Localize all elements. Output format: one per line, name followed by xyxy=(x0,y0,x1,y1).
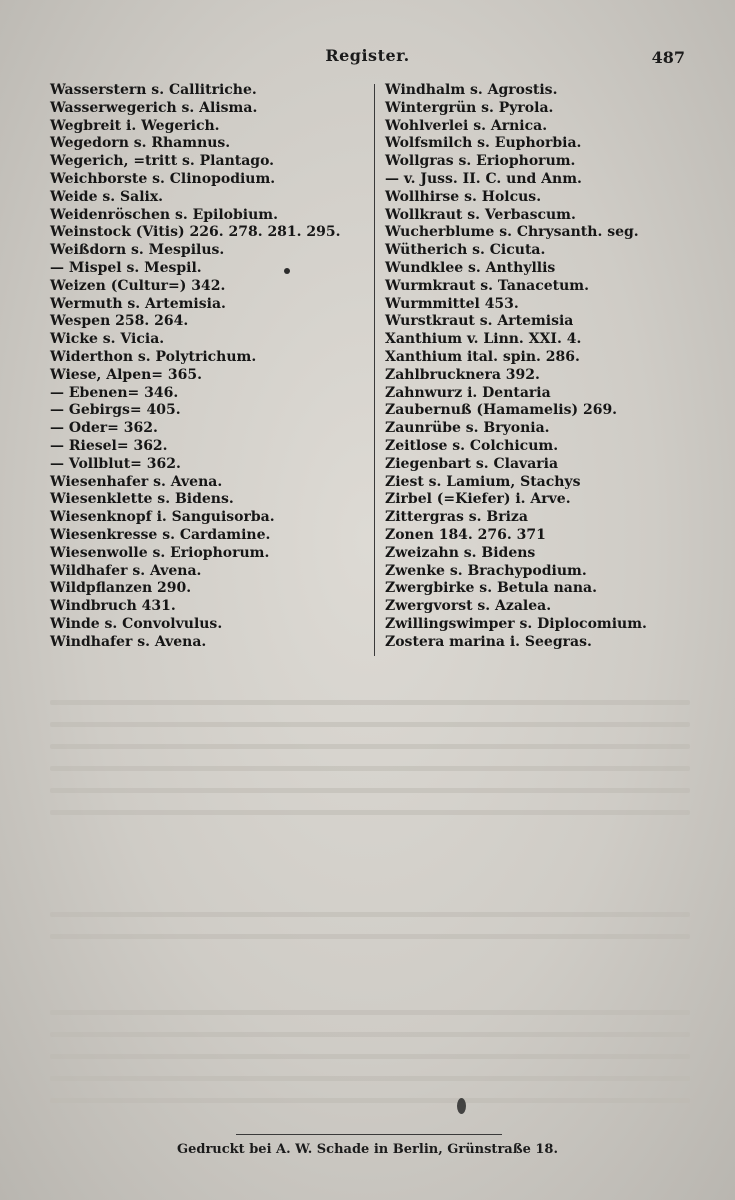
page-number: 487 xyxy=(651,48,685,67)
index-entry: Zwergbirke s. Betula nana. xyxy=(385,580,597,597)
printer-imprint: Gedruckt bei A. W. Schade in Berlin, Grünstraße 18. xyxy=(176,1142,559,1157)
index-entry: Wollkraut s. Verbascum. xyxy=(385,206,576,223)
bleed-through-line xyxy=(50,1054,690,1059)
index-entry: Wildpflanzen 290. xyxy=(50,580,192,597)
ink-spot xyxy=(457,1098,466,1114)
index-entry: Wohlverlei s. Arnica. xyxy=(385,117,548,134)
bleed-through-line xyxy=(50,1032,690,1037)
bleed-through-line xyxy=(50,1076,690,1081)
index-entry: Wolfsmilch s. Euphorbia. xyxy=(385,135,582,152)
index-entry: — v. Juss. II. C. und Anm. xyxy=(385,170,582,187)
index-entry: Widerthon s. Polytrichum. xyxy=(50,348,257,365)
index-entry: Wundklee s. Anthyllis xyxy=(385,259,556,276)
index-entry: — Oder= 362. xyxy=(50,420,158,437)
bleed-through-line xyxy=(50,744,690,749)
index-entry: — Riesel= 362. xyxy=(50,437,168,454)
index-entry: Zostera marina i. Seegras. xyxy=(385,633,592,650)
index-entry: Wespen 258. 264. xyxy=(50,313,189,330)
index-entry: Weidenröschen s. Epilobium. xyxy=(50,206,278,223)
bleed-through-line xyxy=(50,700,690,705)
index-entry: Zweizahn s. Bidens xyxy=(385,544,536,561)
index-entry: Zittergras s. Briza xyxy=(385,509,528,526)
index-entry: Wiese, Alpen= 365. xyxy=(50,366,202,383)
index-entry: Windbruch 431. xyxy=(50,598,176,615)
index-entry: Weide s. Salix. xyxy=(50,188,164,205)
bleed-through-line xyxy=(50,934,690,939)
index-entry: Wiesenwolle s. Eriophorum. xyxy=(50,544,270,561)
index-entry: — Gebirgs= 405. xyxy=(50,402,181,419)
index-entry: Wollgras s. Eriophorum. xyxy=(385,153,576,170)
index-entry: Zwillingswimper s. Diplocomium. xyxy=(385,615,647,632)
column-divider xyxy=(374,84,375,656)
index-entry: Wildhafer s. Avena. xyxy=(50,562,202,579)
index-entry: Weinstock (Vitis) 226. 278. 281. 295. xyxy=(50,224,341,241)
index-entry: Wütherich s. Cicuta. xyxy=(385,242,546,259)
index-column-left xyxy=(50,82,370,652)
index-entry: Zahlbrucknera 392. xyxy=(385,366,540,383)
footer-rule xyxy=(236,1134,502,1135)
bleed-through-line xyxy=(50,1098,690,1103)
index-entry: Zeitlose s. Colchicum. xyxy=(385,437,559,454)
bleed-through-line xyxy=(50,810,690,815)
bleed-through-line xyxy=(50,766,690,771)
index-entry: Wegbreit i. Wegerich. xyxy=(50,117,220,134)
index-entry: Xanthium ital. spin. 286. xyxy=(385,348,580,365)
bleed-through-line xyxy=(50,788,690,793)
index-entry: Wollhirse s. Holcus. xyxy=(385,188,542,205)
index-entry: Wiesenklette s. Bidens. xyxy=(50,491,234,508)
index-entry: Wiesenknopf i. Sanguisorba. xyxy=(50,509,275,526)
bleed-through-line xyxy=(50,1010,690,1015)
index-entry: Wurmmittel 453. xyxy=(385,295,519,312)
index-entry: — Mispel s. Mespil. xyxy=(50,259,202,276)
index-entry: Wucherblume s. Chrysanth. seg. xyxy=(385,224,639,241)
index-entry: Xanthium v. Linn. XXI. 4. xyxy=(385,331,582,348)
index-entry: Weichborste s. Clinopodium. xyxy=(50,170,276,187)
index-entry: Wurmkraut s. Tanacetum. xyxy=(385,277,589,294)
index-entry: Windhalm s. Agrostis. xyxy=(385,82,558,98)
index-entry: Zahnwurz i. Dentaria xyxy=(385,384,551,401)
bleed-through-line xyxy=(50,722,690,727)
index-entry: Zirbel (=Kiefer) i. Arve. xyxy=(385,491,571,508)
index-entry: Zaubernuß (Hamamelis) 269. xyxy=(385,402,618,419)
index-entry: — Vollblut= 362. xyxy=(50,455,181,472)
index-entry: Wurstkraut s. Artemisia xyxy=(385,313,574,330)
index-entry: Wasserstern s. Callitriche. xyxy=(50,82,257,98)
index-entry: Wasserwegerich s. Alisma. xyxy=(50,99,258,116)
index-entry: Wiesenhafer s. Avena. xyxy=(50,473,223,490)
index-column-right xyxy=(385,82,705,652)
index-entry: Winde s. Convolvulus. xyxy=(50,615,223,632)
page-title: Register. xyxy=(325,46,410,65)
index-entry: Wegerich, =tritt s. Plantago. xyxy=(50,153,275,170)
index-entry: Wintergrün s. Pyrola. xyxy=(385,99,554,116)
index-entry: Wermuth s. Artemisia. xyxy=(50,295,226,312)
index-entry: Zaunrübe s. Bryonia. xyxy=(385,420,550,437)
index-entry: Zwergvorst s. Azalea. xyxy=(385,598,552,615)
index-entry: Weizen (Cultur=) 342. xyxy=(50,277,226,294)
ink-spot xyxy=(284,268,290,274)
bleed-through-line xyxy=(50,912,690,917)
index-entry: Ziest s. Lamium, Stachys xyxy=(385,473,581,490)
index-entry: Wegedorn s. Rhamnus. xyxy=(50,135,231,152)
index-entry: Windhafer s. Avena. xyxy=(50,633,207,650)
index-entry: Wicke s. Vicia. xyxy=(50,331,165,348)
index-entry: Weißdorn s. Mespilus. xyxy=(50,242,225,259)
index-entry: Zwenke s. Brachypodium. xyxy=(385,562,587,579)
index-entry: — Ebenen= 346. xyxy=(50,384,179,401)
index-entry: Zonen 184. 276. 371 xyxy=(385,526,546,543)
index-entry: Ziegenbart s. Clavaria xyxy=(385,455,559,472)
index-entry: Wiesenkresse s. Cardamine. xyxy=(50,526,271,543)
